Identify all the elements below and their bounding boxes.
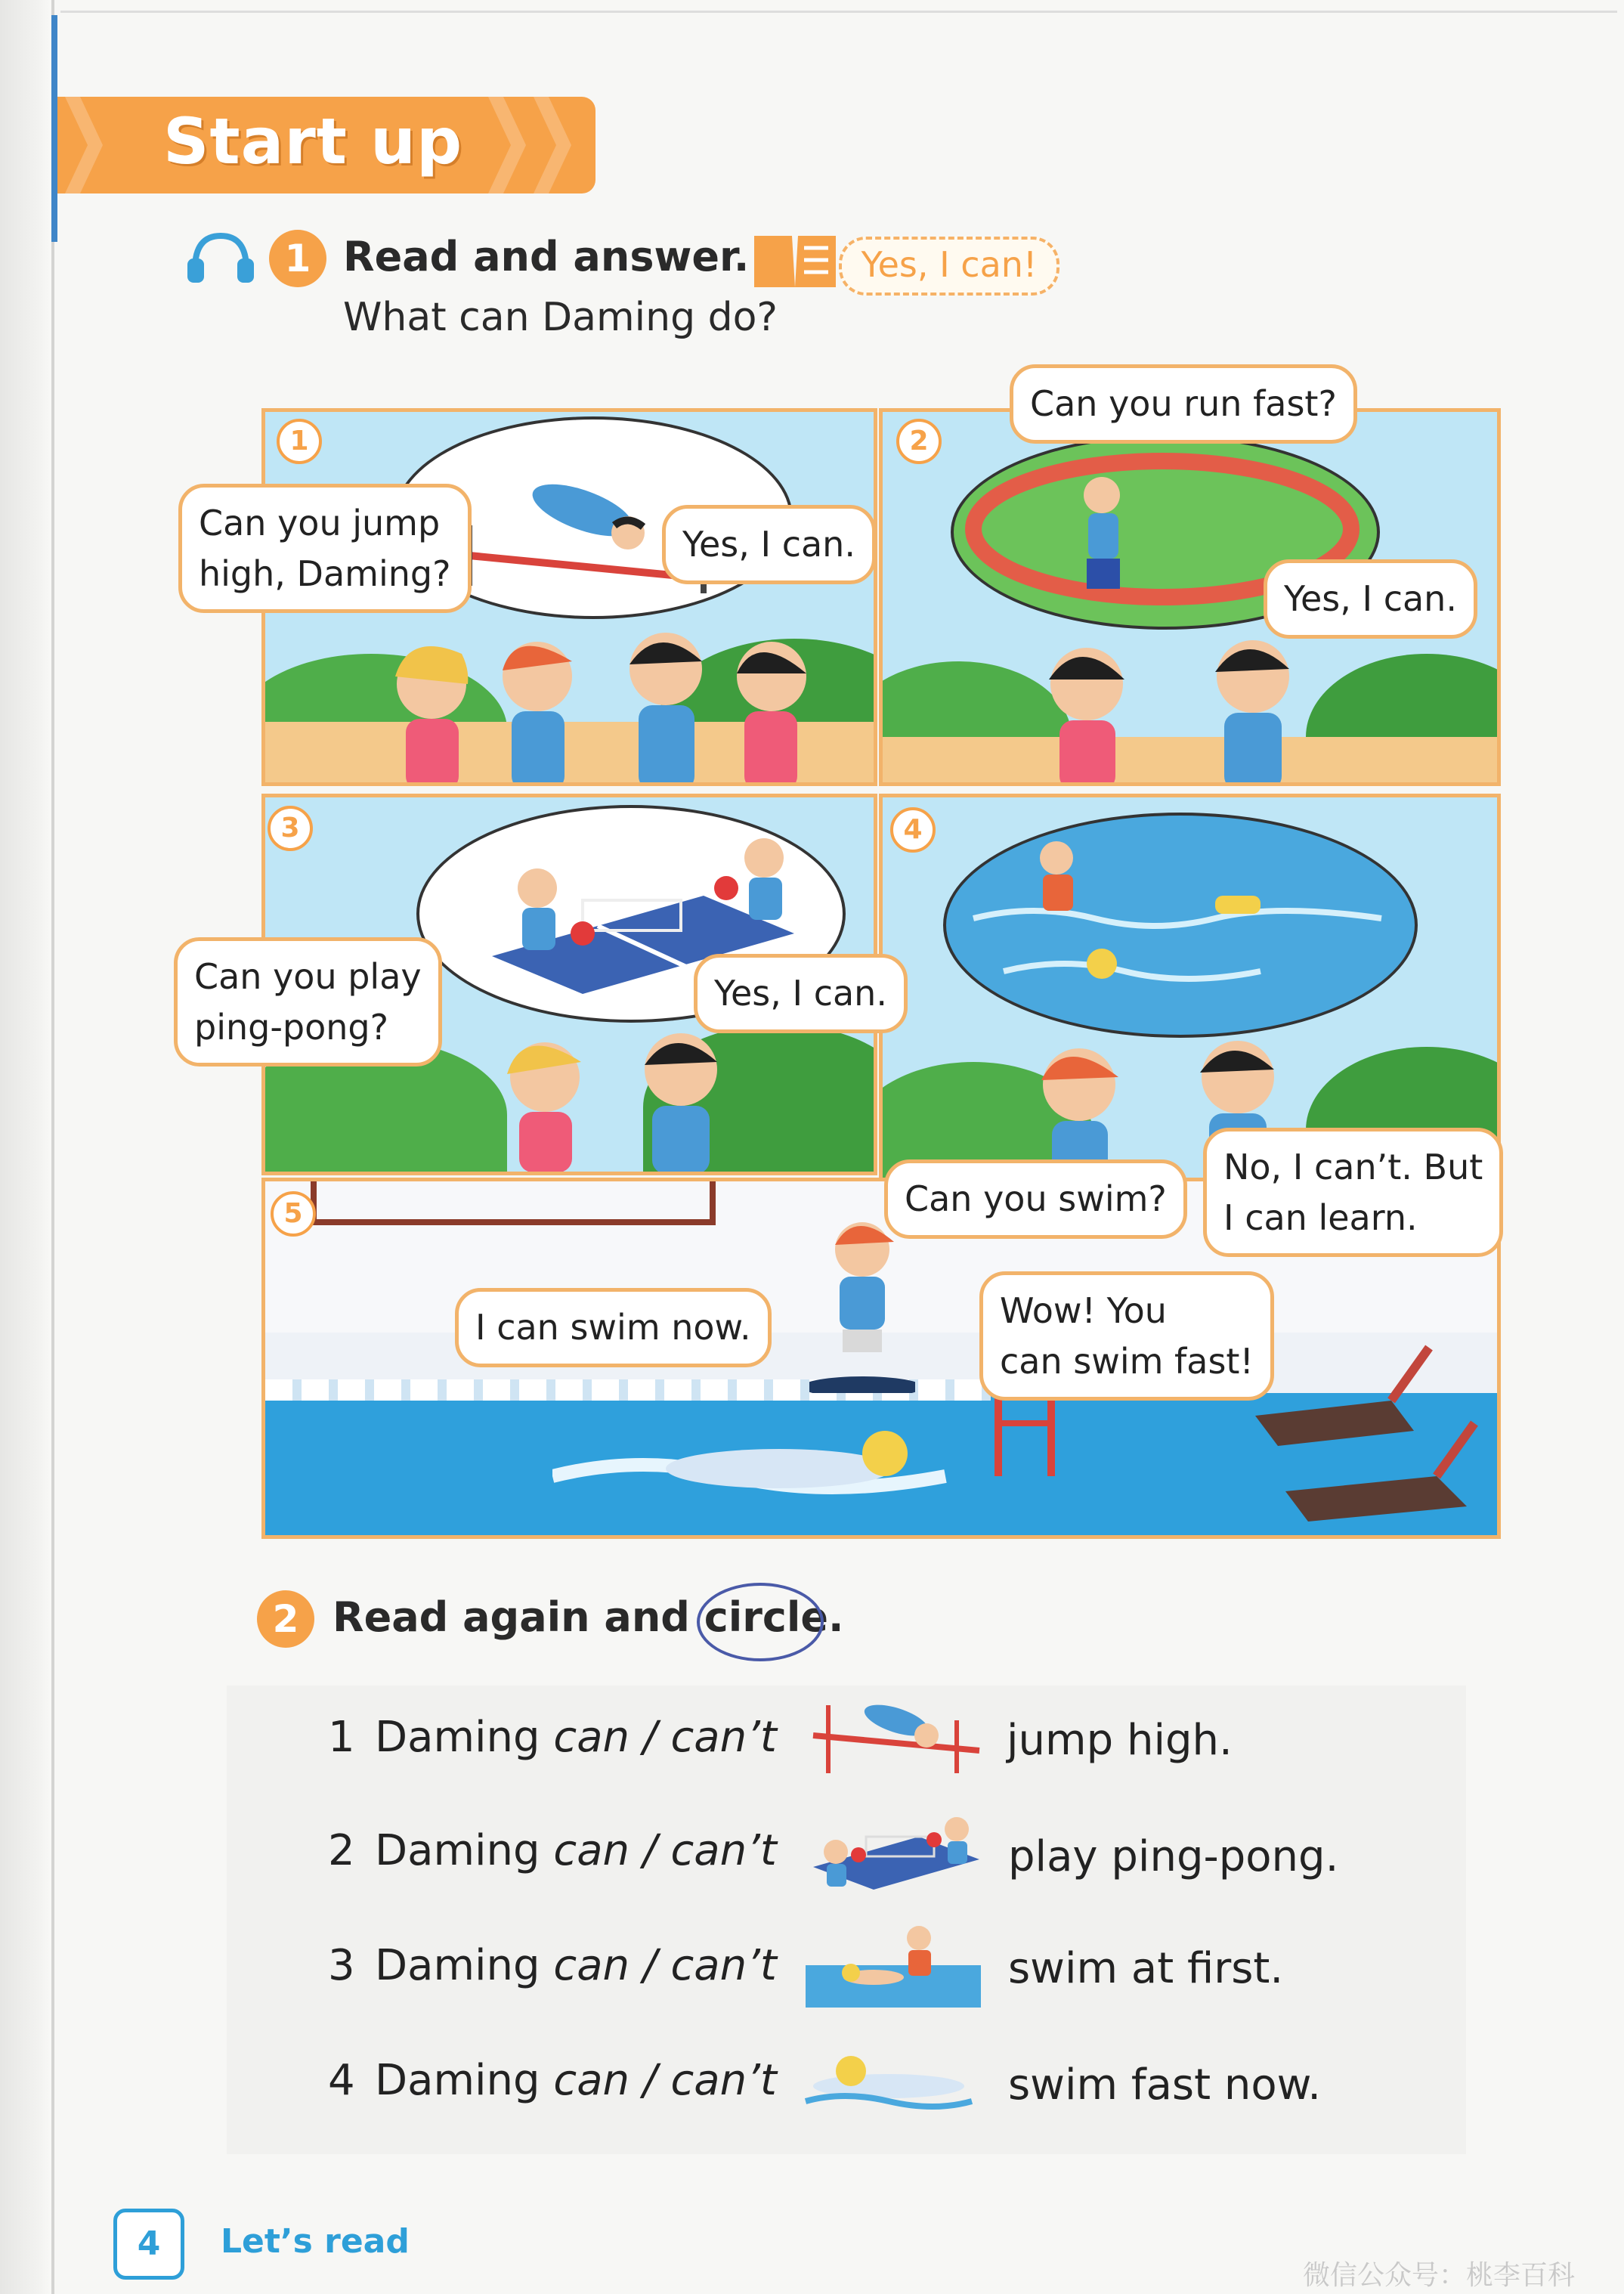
exercise-2-item-3 xyxy=(328,1941,777,1990)
can-cant-choice[interactable]: can / can’t xyxy=(553,1941,777,1990)
chevron-decoration-icon xyxy=(57,97,110,193)
can-cant-choice[interactable]: can / can’t xyxy=(553,1713,777,1762)
speech-bubble: Yes, I can. xyxy=(662,505,876,584)
item-subject: Daming xyxy=(375,2056,540,2105)
exercise-2-item-4 xyxy=(328,2056,777,2105)
speech-bubble: Wow! You can swim fast! xyxy=(979,1271,1274,1401)
circle-word-text: circle xyxy=(704,1593,829,1641)
children-group xyxy=(1026,616,1344,786)
exercise-1-heading: Read and answer. xyxy=(343,233,750,280)
item-subject: Daming xyxy=(375,1826,540,1875)
speech-bubble: I can swim now. xyxy=(455,1288,772,1367)
chevron-decoration-icon xyxy=(526,97,579,193)
panel-number-4: 4 xyxy=(890,807,936,853)
exercise-2-badge: 2 xyxy=(257,1590,314,1648)
panel-number-3: 3 xyxy=(268,806,313,851)
top-rule xyxy=(60,11,1617,13)
comic-strip xyxy=(194,383,1493,1531)
exercise-1-badge: 1 xyxy=(269,230,326,287)
exercise-2-heading-period: . xyxy=(828,1593,844,1641)
boy-standing-illustration xyxy=(809,1212,915,1393)
page-binding-line xyxy=(51,0,54,2294)
start-up-banner xyxy=(57,97,595,193)
exercise-2-item-2 xyxy=(328,1826,777,1875)
exercise-2-heading-text: Read again and xyxy=(333,1593,704,1641)
speech-bubble: Can you jump high, Daming? xyxy=(178,484,472,613)
speech-bubble: Yes, I can. xyxy=(1264,559,1477,639)
bench-frame xyxy=(311,1181,716,1225)
circle-mark xyxy=(697,1583,824,1661)
lounge-chairs-illustration xyxy=(1240,1333,1489,1537)
children-group xyxy=(492,1009,764,1172)
yes-i-can-tag: Yes, I can! xyxy=(839,237,1059,296)
open-book-icon xyxy=(750,227,840,290)
swim-lesson-thumbnail xyxy=(806,1920,987,2011)
banner-title: Start up xyxy=(163,104,463,178)
item-subject: Daming xyxy=(375,1713,540,1762)
speech-bubble: Can you run fast? xyxy=(1010,364,1357,444)
ping-pong-thumbnail xyxy=(806,1806,987,1897)
circle-word xyxy=(704,1593,828,1641)
item-number: 3 xyxy=(328,1941,355,1990)
panel-number-1: 1 xyxy=(277,419,322,464)
item-ending: jump high. xyxy=(1007,1716,1233,1765)
speech-bubble: No, I can’t. But I can learn. xyxy=(1203,1128,1503,1257)
item-number: 1 xyxy=(328,1713,355,1762)
panel-number-5: 5 xyxy=(271,1191,316,1237)
item-number: 2 xyxy=(328,1826,355,1875)
headphones-icon[interactable] xyxy=(186,231,255,284)
panel-number-2: 2 xyxy=(896,419,942,464)
page-number: 4 xyxy=(113,2209,184,2280)
watermark: 微信公众号：桃李百科 xyxy=(1303,2260,1576,2291)
exercise-2-item-1 xyxy=(328,1713,777,1762)
swimmer-illustration xyxy=(552,1408,960,1529)
children-group xyxy=(379,616,832,786)
item-ending: swim fast now. xyxy=(1008,2060,1322,2110)
page-edge xyxy=(0,0,54,2294)
exercise-1-question: What can Daming do? xyxy=(343,295,778,340)
item-ending: play ping-pong. xyxy=(1008,1832,1339,1881)
page-binding-strip xyxy=(51,15,57,242)
swim-fast-thumbnail xyxy=(798,2033,979,2124)
high-jump-thumbnail xyxy=(806,1690,987,1781)
speech-bubble: Can you play ping-pong? xyxy=(174,937,442,1067)
speech-bubble: Can you swim? xyxy=(884,1159,1187,1239)
exercise-2-heading xyxy=(333,1593,844,1641)
footer-label: Let’s read xyxy=(221,2222,410,2261)
can-cant-choice[interactable]: can / can’t xyxy=(553,1826,777,1875)
item-subject: Daming xyxy=(375,1941,540,1990)
item-number: 4 xyxy=(328,2056,355,2105)
speech-bubble: Yes, I can. xyxy=(694,954,908,1033)
swimming-lesson-illustration xyxy=(943,813,1412,1032)
can-cant-choice[interactable]: can / can’t xyxy=(553,2056,777,2105)
item-ending: swim at first. xyxy=(1008,1944,1284,1993)
